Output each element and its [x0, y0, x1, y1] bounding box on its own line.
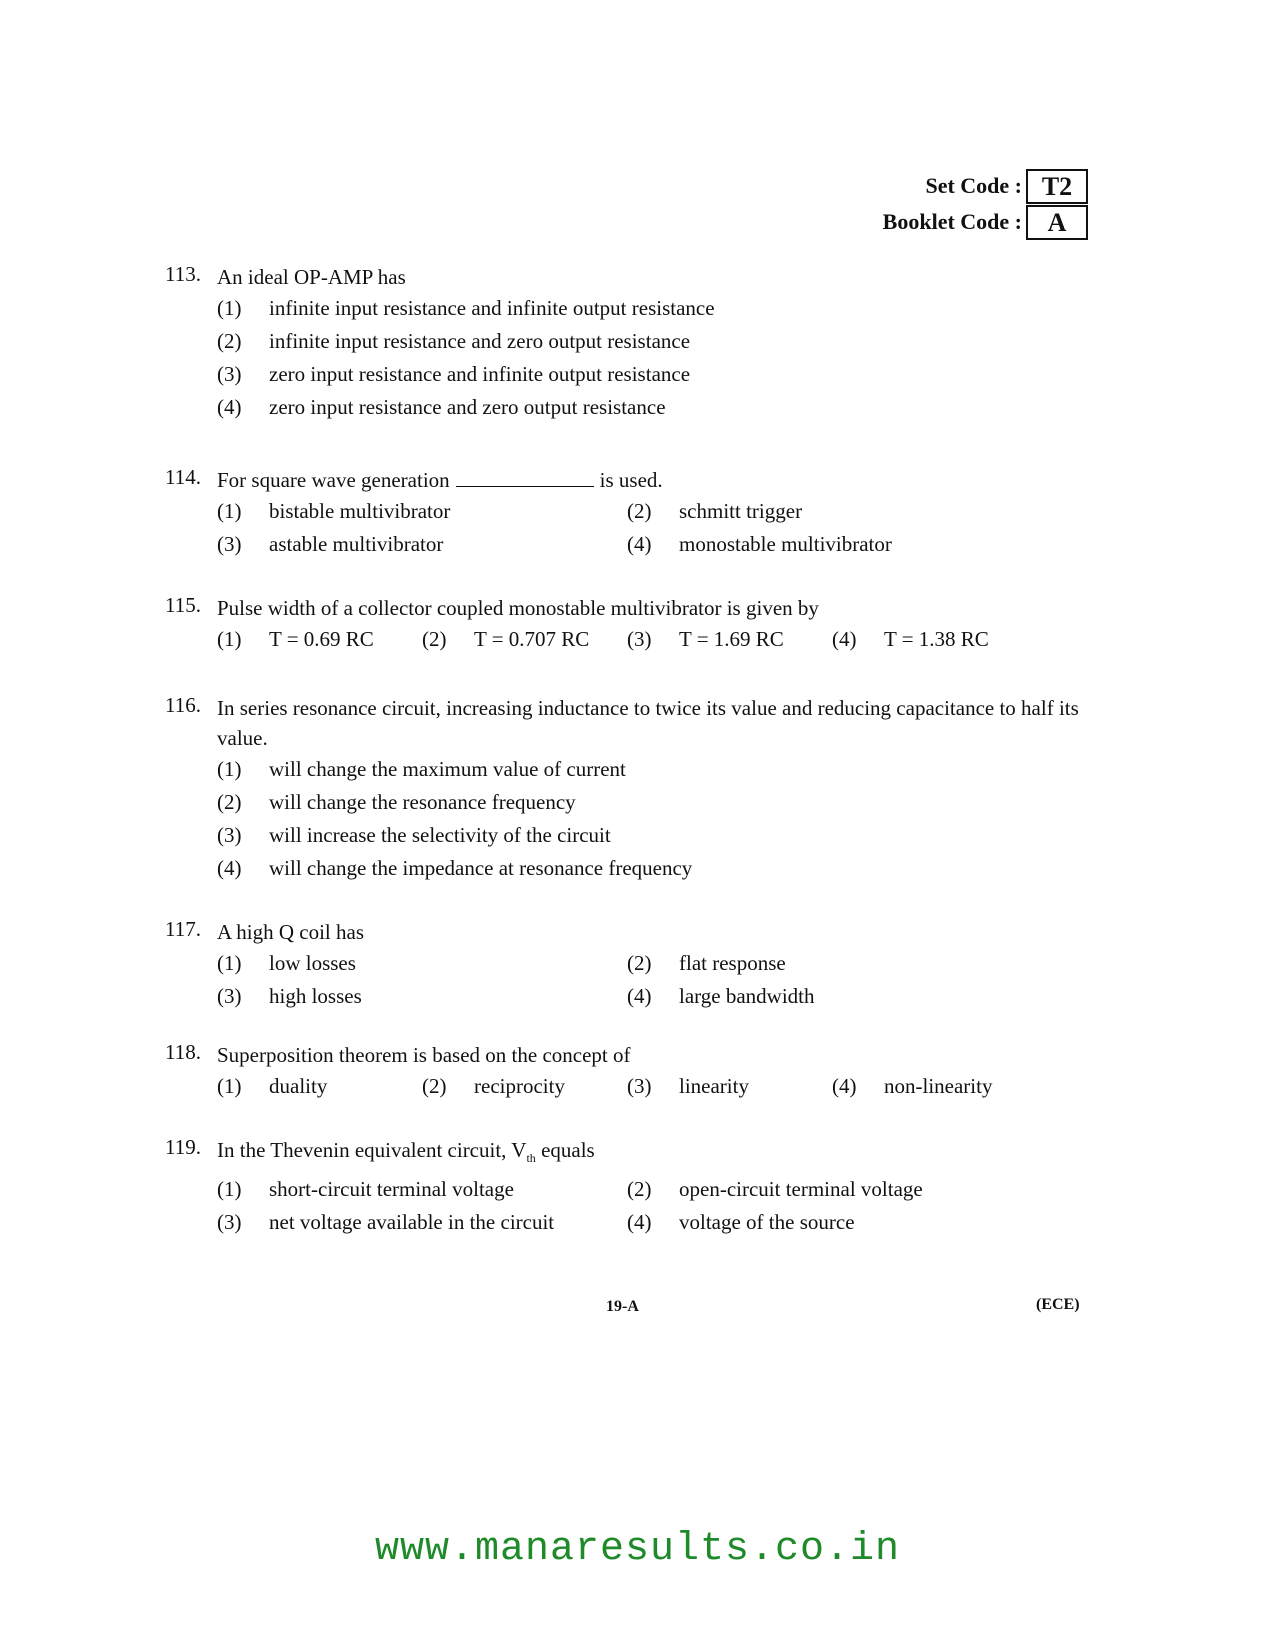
option-number: (1) — [217, 1177, 242, 1202]
question-text: Superposition theorem is based on the concept of — [217, 1043, 631, 1067]
option — [217, 1070, 422, 1103]
option-text: T = 1.69 RC — [679, 627, 784, 651]
option-number: (1) — [217, 627, 242, 651]
set-code-label: Set Code : — [925, 173, 1022, 198]
option-text: monostable multivibrator — [679, 532, 892, 556]
option-text: will change the resonance frequency — [269, 790, 576, 814]
option — [217, 325, 1100, 358]
option — [217, 391, 1100, 424]
question-119 — [165, 1135, 1100, 1239]
option-number: (2) — [217, 329, 242, 353]
option-number: (1) — [217, 757, 242, 781]
question-117 — [165, 917, 1100, 1013]
option-text: T = 0.69 RC — [269, 627, 374, 651]
question-text — [217, 1135, 1100, 1173]
option-number: (1) — [217, 499, 242, 523]
question-text: In series resonance circuit, increasing inductance to twice its value and reducing capacitance to half its value. — [217, 696, 1079, 750]
option-text: low losses — [269, 951, 356, 975]
question-text: Pulse width of a collector coupled monostable multivibrator is given by — [217, 596, 819, 620]
option-text: large bandwidth — [679, 984, 815, 1008]
option-number: (4) — [627, 984, 652, 1008]
question-number: 114. — [165, 465, 201, 489]
option-number: (4) — [832, 1074, 857, 1098]
option-number: (3) — [217, 532, 242, 556]
option-number: (2) — [422, 1074, 447, 1098]
option-text: duality — [269, 1074, 328, 1098]
option-text: non-linearity — [884, 1074, 993, 1098]
option — [217, 528, 627, 561]
question-115 — [165, 593, 1100, 656]
question-number: 113. — [165, 262, 201, 286]
option-text: short-circuit terminal voltage — [269, 1177, 514, 1202]
option-number: (2) — [627, 951, 652, 975]
option-text: will change the impedance at resonance frequency — [269, 856, 693, 880]
option-number: (2) — [422, 627, 447, 651]
option — [217, 753, 1100, 786]
option — [217, 1206, 627, 1239]
option-text: will increase the selectivity of the circuit — [269, 823, 611, 847]
option-text: net voltage available in the circuit — [269, 1210, 555, 1235]
option — [217, 292, 1100, 325]
option — [217, 358, 1100, 391]
booklet-code-label: Booklet Code : — [882, 209, 1022, 234]
question-text-before: In the Thevenin equivalent circuit, V — [217, 1138, 527, 1162]
option-number: (1) — [217, 296, 242, 320]
option — [217, 1173, 627, 1206]
option-number: (3) — [217, 1210, 242, 1235]
subject-code: (ECE) — [1036, 1296, 1080, 1313]
option-text: zero input resistance and zero output resistance — [269, 395, 666, 419]
option-number: (4) — [217, 856, 242, 880]
option — [217, 623, 422, 656]
option-number: (2) — [627, 499, 652, 523]
question-number: 117. — [165, 917, 201, 941]
question-text: A high Q coil has — [217, 920, 364, 944]
booklet-code-value: A — [1026, 205, 1088, 240]
option-number: (3) — [627, 1074, 652, 1098]
option-number: (3) — [217, 984, 242, 1008]
option-number: (4) — [627, 1210, 652, 1235]
option-text: zero input resistance and infinite output resistance — [269, 362, 691, 386]
option — [422, 623, 627, 656]
set-code-value: T2 — [1026, 169, 1088, 204]
option — [217, 819, 1100, 852]
option-text: infinite input resistance and infinite output resistance — [269, 296, 715, 320]
watermark-url: www.manaresults.co.in — [374, 1527, 901, 1572]
question-text-after: is used. — [599, 468, 663, 492]
answer-blank — [456, 468, 594, 487]
option-text: T = 0.707 RC — [474, 627, 590, 651]
option-number: (2) — [217, 790, 242, 814]
option — [627, 980, 1037, 1013]
option-text: infinite input resistance and zero output resistance — [269, 329, 691, 353]
question-text-before: For square wave generation — [217, 468, 450, 492]
question-text: An ideal OP-AMP has — [217, 265, 406, 289]
question-text-after: equals — [535, 1138, 595, 1162]
question-text — [217, 465, 1100, 495]
option-text: T = 1.38 RC — [884, 627, 989, 651]
question-118 — [165, 1040, 1100, 1103]
option — [832, 623, 1037, 656]
set-code-row — [883, 168, 1088, 204]
question-number: 119. — [165, 1135, 201, 1159]
option — [627, 1173, 1037, 1206]
option-number: (1) — [217, 1074, 242, 1098]
option — [217, 980, 627, 1013]
page-number: 19-A — [606, 1298, 639, 1315]
option-text: flat response — [679, 951, 786, 975]
option-number: (1) — [217, 951, 242, 975]
option-number: (3) — [217, 823, 242, 847]
option-text: voltage of the source — [679, 1210, 855, 1235]
option — [217, 495, 627, 528]
question-114 — [165, 465, 1100, 561]
option — [627, 1206, 1037, 1239]
option-number: (2) — [627, 1177, 652, 1202]
option — [627, 528, 1037, 561]
option — [627, 623, 832, 656]
option-text: linearity — [679, 1074, 749, 1098]
question-number: 116. — [165, 693, 201, 717]
subscript-th: th — [526, 1151, 536, 1166]
option-text: bistable multivibrator — [269, 499, 451, 523]
option-number: (4) — [832, 627, 857, 651]
option-number: (4) — [217, 395, 242, 419]
option-text: will change the maximum value of current — [269, 757, 626, 781]
option-number: (3) — [627, 627, 652, 651]
question-number: 118. — [165, 1040, 201, 1064]
option-text: open-circuit terminal voltage — [679, 1177, 923, 1202]
option — [832, 1070, 1037, 1103]
option — [627, 1070, 832, 1103]
option-number: (4) — [627, 532, 652, 556]
option — [217, 947, 627, 980]
option-text: astable multivibrator — [269, 532, 444, 556]
option-text: high losses — [269, 984, 362, 1008]
option-text: schmitt trigger — [679, 499, 803, 523]
option-text: reciprocity — [474, 1074, 565, 1098]
option — [422, 1070, 627, 1103]
option-number: (3) — [217, 362, 242, 386]
question-116 — [165, 693, 1100, 885]
question-113 — [165, 262, 1100, 424]
booklet-code-row — [883, 204, 1088, 240]
option — [627, 947, 1037, 980]
question-number: 115. — [165, 593, 201, 617]
code-panel — [883, 168, 1088, 240]
option — [627, 495, 1037, 528]
option — [217, 852, 1100, 885]
option — [217, 786, 1100, 819]
